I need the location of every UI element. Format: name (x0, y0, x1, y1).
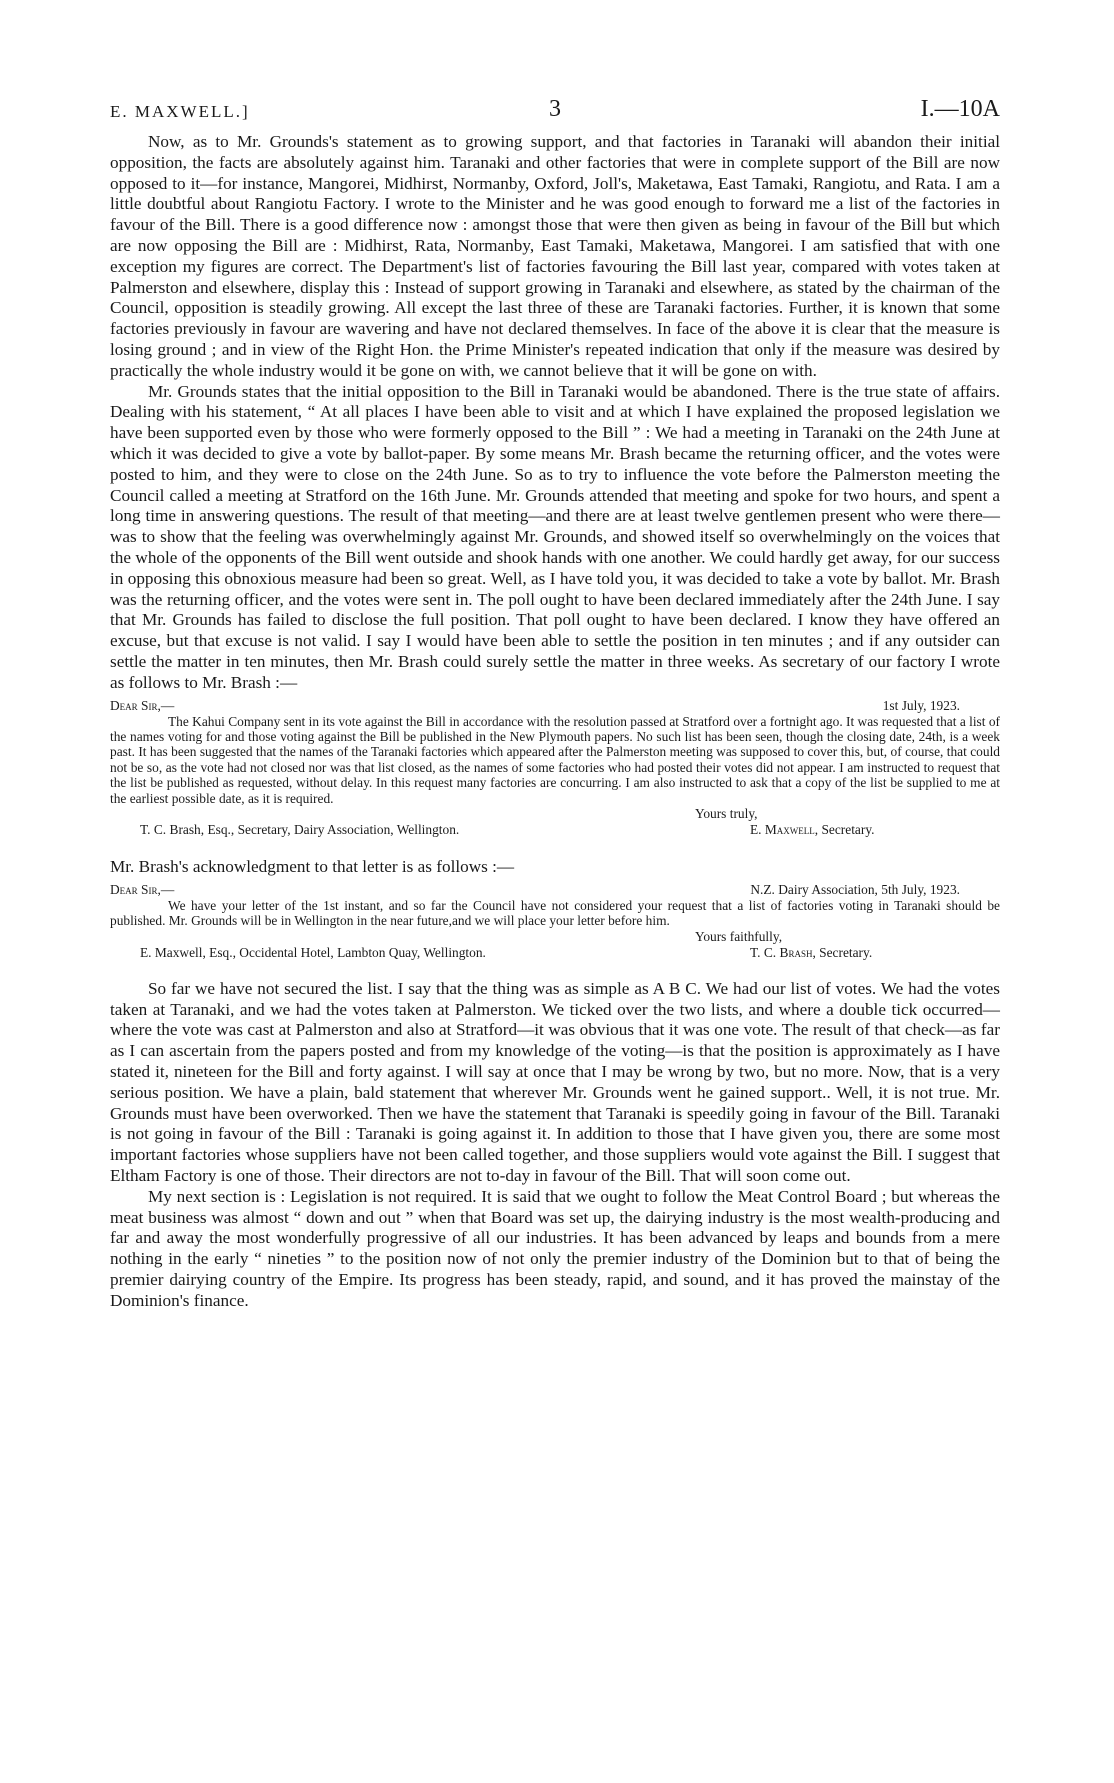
paragraph-initial-opposition: Mr. Grounds states that the initial opposition to the Bill in Taranaki would be abandoned. There is the true state of affairs. Dealing with his statement, “ At all places I have been able to visit and at which I have explained the proposed legislation we have been supported even by those who were formerly opposed to the Bill ” : We had a meeting in Taranaki on the 24th June at which it was decided to give a vote by ballot-paper. By some means Mr. Brash became the returning officer, and the votes were posted to him, and they were to close on the 24th June. So as to try to influence the vote before the Palmerston meeting the Council called a meeting at Stratford on the 16th June. Mr. Grounds attended that meeting and spoke for two hours, and spent a long time in answering questions. The result of that meeting—and there are at least twelve gentlemen present who were there—was to show that the feeling was overwhelmingly against Mr. Grounds, and showed itself so overwhelmingly on the voices that the whole of the opponents of the Bill went outside and shook hands with one another. We could hardly get away, for our success in opposing this obnoxious measure had been so great. Well, as I have told you, it was decided to take a vote by ballot. Mr. Brash was the returning officer, and the votes were sent in. The poll ought to have been declared immediately after the 24th June. I say that Mr. Grounds has failed to disclose the full position. That poll ought to have been declared. I know they have offered an excuse, but that excuse is not valid. I say I would have been able to settle the position in ten minutes ; and if any outsider can settle the matter in ten minutes, then Mr. Brash could surely settle the matter in three weeks. As secretary of our factory I wrote as follows to Mr. Brash :— (110, 381, 1000, 692)
header-author: E. MAXWELL.] (110, 102, 250, 121)
signer-title: , Secretary. (812, 944, 873, 960)
signer-title: , Secretary. (814, 821, 875, 837)
page-header (110, 96, 1000, 132)
letter-body: We have your letter of the 1st instant, and so far the Council have not considered your request that a list of factories voting in Taranaki should be published. Mr. Grounds will be in Wellington in the near future,and we will place your letter before him. (110, 897, 1000, 929)
main-text (110, 132, 1000, 694)
letter-date: N.Z. Dairy Association, 5th July, 1923. (750, 881, 960, 897)
letter-signature (750, 822, 875, 837)
paragraph-legislation-not-required: My next section is : Legislation is not required. It is said that we ought to follow the Meat Control Board ; but whereas the meat business was almost “ down and out ” when that Board was set up, the dairying industry is the most wealth-producing and far and away the most wonderfully progressive of all our industries. It has been advanced by leaps and bounds from a mere nothing in the early “ nineties ” to the position now of not only the premier industry of the Dominion but to that of being the premier dairying country of the Empire. Its progress has been steady, rapid, and sound, and it has proved the mainstay of the Dominion's finance. (110, 1186, 1000, 1310)
letter-date: 1st July, 1923. (882, 697, 960, 713)
letter-body: The Kahui Company sent in its vote against the Bill in accordance with the resolution passed at Stratford over a fortnight ago. It was requested that a list of the names voting for and those voting against the Bill be published in the New Plymouth papers. No such list has been seen, though the closing date, 24th, is a week past. It has been suggested that the names of the Taranaki factories which appeared after the Palmerston meeting was supposed to cover this, but, of course, that could not be so, as the vote had not closed nor was that list closed, as the names of some factories who had posted their votes did not appear. I am instructed to request that the list be published as requested, without delay. In this request many factories are concurring. I am also instructed to ask that a copy of the list be supplied to me at the earliest possible date, as it is required. (110, 713, 1000, 806)
letter-from-brash (110, 882, 1000, 963)
letter-closing: Yours faithfully, (695, 928, 783, 944)
signer-name: E. Maxwell (750, 821, 815, 837)
main-text-continued (110, 979, 1000, 1312)
document-reference: I.—10A (920, 96, 1000, 122)
letter-closing: Yours truly, (695, 805, 758, 821)
letter-salutation: Dear Sir,— (110, 881, 175, 897)
acknowledgment-intro: Mr. Brash's acknowledgment to that letter is as follows :— (110, 856, 515, 876)
letter-salutation: Dear Sir,— (110, 697, 175, 713)
paragraph-list-not-secured: So far we have not secured the list. I say that the thing was as simple as A B C. We had our list of votes. We had the votes taken at Taranaki, and we had the votes taken at Palmerston. We ticked over the two lists, and where a double tick occurred—where the vote was cast at Palmerston and also at Stratford—it was obvious that it was one vote. The result of that check—as far as I can ascertain from the papers posted and from my knowledge of the voting—is that the position is approximately as I have stated it, nineteen for the Bill and forty against. I will say at once that I may be wrong by two, but no more. Now, that is a very serious position. We have a plain, bald statement that wherever Mr. Grounds went he gained support.. Well, it is not true. Mr. Grounds must have been overworked. Then we have the statement that Taranaki is speedily going in favour of the Bill. Taranaki is not going in favour of the Bill : Taranaki is going against it. In addition to those that I have given you, there are some most important factories whose suppliers have not been called together, and those suppliers would vote against the Bill. I suggest that Eltham Factory is one of those. Their directors are not to-day in favour of the Bill. That will soon come out. (110, 978, 1000, 1185)
document-page (110, 96, 1000, 1312)
letter-to-brash (110, 698, 1000, 840)
paragraph-growing-support: Now, as to Mr. Grounds's statement as to growing support, and that factories in Taranaki will abandon their initial opposition, the facts are absolutely against him. Taranaki and other factories that were in complete support of the Bill are now opposed to it—for instance, Mangorei, Midhirst, Normanby, Oxford, Joll's, Maketawa, East Tamaki, Rangiotu, and Rata. I am a little doubtful about Rangiotu Factory. I wrote to the Minister and he was good enough to forward me a list of the factories in favour of the Bill. There is a good difference now : amongst those that were then given as being in favour of the Bill but which are now opposing the Bill are : Midhirst, Rata, Normanby, East Tamaki, Maketawa, Mangorei. I am satisfied that with one exception my figures are correct. The Department's list of factories favouring the Bill last year, compared with votes taken at Palmerston and elsewhere, display this : Instead of support growing in Taranaki and elsewhere, as stated by the chairman of the Council, opposition is steadily growing. All except the last three of these are Taranaki factories. Further, it is known that some factories previously in favour are wavering and have not declared themselves. In face of the above it is clear that the measure is losing ground ; and in view of the Right Hon. the Prime Minister's repeated indication that only if the measure was desired by practically the whole industry would it be gone on with, we cannot believe that it will be gone on with. (110, 132, 1000, 380)
signer-name: T. C. Brash (750, 944, 813, 960)
letter-addressee: E. Maxwell, Esq., Occidental Hotel, Lambton Quay, Wellington. (140, 944, 486, 960)
page-number: 3 (549, 96, 561, 122)
letter-signature (750, 945, 872, 960)
letter-addressee: T. C. Brash, Esq., Secretary, Dairy Association, Wellington. (140, 821, 460, 837)
